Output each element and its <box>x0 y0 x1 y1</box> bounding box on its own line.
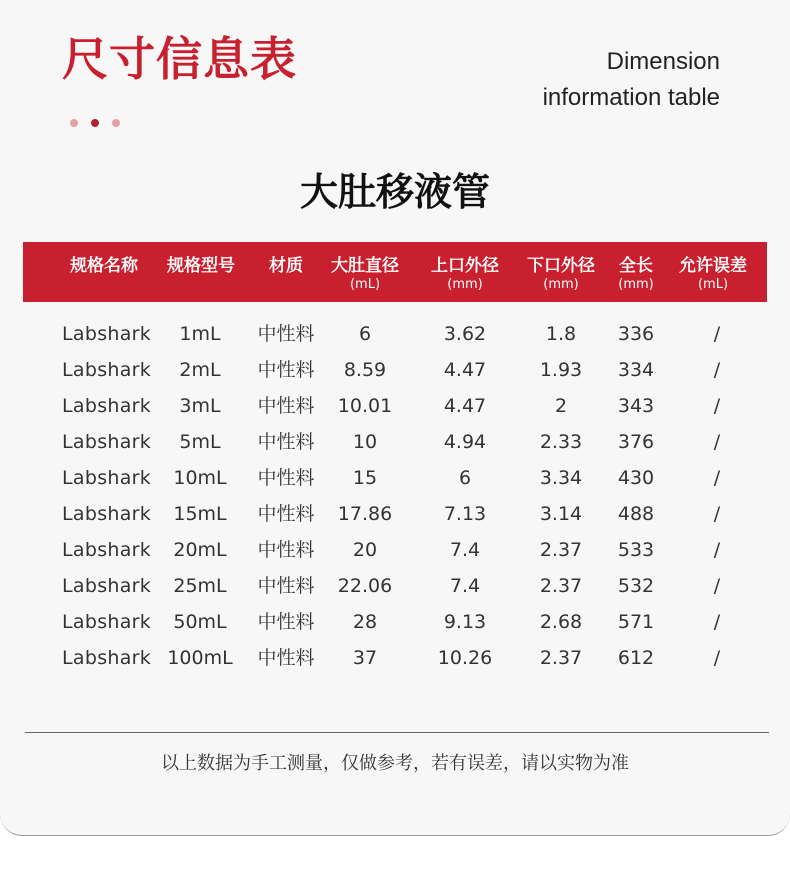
table-cell: 4.47 <box>443 359 487 381</box>
table-cell: 2.37 <box>539 575 583 597</box>
table-cell: Labshark <box>62 431 152 453</box>
table-cell: 343 <box>617 395 655 417</box>
table-cell: 3.62 <box>443 323 487 345</box>
english-subtitle-line2: information table <box>542 84 720 111</box>
table-cell: 37 <box>352 647 378 669</box>
table-cell: / <box>713 467 721 489</box>
page-title: 尺寸信息表 <box>62 32 297 86</box>
table-row <box>0 424 790 460</box>
table-cell: 28 <box>352 611 378 633</box>
table-cell: 15mL <box>173 503 227 525</box>
table-cell: 430 <box>617 467 655 489</box>
table-cell: 中性料 <box>257 503 315 525</box>
table-header <box>23 242 767 302</box>
table-cell: 3.14 <box>539 503 583 525</box>
column-header <box>679 242 747 302</box>
table-cell: 10 <box>352 431 378 453</box>
column-header <box>269 242 303 302</box>
table-cell: 5mL <box>179 431 221 453</box>
table-cell: 612 <box>617 647 655 669</box>
table-cell: 中性料 <box>257 359 315 381</box>
table-row <box>0 388 790 424</box>
table-cell: 中性料 <box>257 431 315 453</box>
table-cell: / <box>713 503 721 525</box>
table-row <box>0 316 790 352</box>
column-header-label: 大肚直径 <box>331 256 399 276</box>
column-header-label: 下口外径 <box>527 256 595 276</box>
column-header-label: 上口外径 <box>431 256 499 276</box>
table-cell: 8.59 <box>343 359 387 381</box>
table-cell: Labshark <box>62 359 152 381</box>
table-cell: / <box>713 359 721 381</box>
column-header <box>618 242 653 302</box>
footer-note: 以上数据为手工测量，仅做参考，若有误差，请以实物为准 <box>161 753 629 774</box>
table-row <box>0 496 790 532</box>
table-cell: 376 <box>617 431 655 453</box>
table-cell: 17.86 <box>337 503 393 525</box>
table-cell: 9.13 <box>443 611 487 633</box>
table-title: 大肚移液管 <box>299 170 490 214</box>
column-header-label: 规格型号 <box>167 256 235 276</box>
column-header-label: 规格名称 <box>70 256 138 276</box>
table-cell: 50mL <box>173 611 227 633</box>
table-cell: / <box>713 575 721 597</box>
table-cell: 2mL <box>179 359 221 381</box>
table-cell: 532 <box>617 575 655 597</box>
table-cell: 1.8 <box>545 323 577 345</box>
table-cell: 4.94 <box>443 431 487 453</box>
table-cell: / <box>713 431 721 453</box>
table-cell: 10.01 <box>337 395 393 417</box>
table-cell: Labshark <box>62 647 152 669</box>
column-header <box>167 242 235 302</box>
table-cell: Labshark <box>62 467 152 489</box>
table-row <box>0 604 790 640</box>
table-cell: 3mL <box>179 395 221 417</box>
table-row <box>0 460 790 496</box>
column-header <box>431 242 499 302</box>
table-cell: 10mL <box>173 467 227 489</box>
table-row <box>0 532 790 568</box>
table-cell: 中性料 <box>257 395 315 417</box>
dot-icon <box>91 119 99 127</box>
table-cell: 20 <box>352 539 378 561</box>
table-cell: 2.37 <box>539 647 583 669</box>
table-cell: 100mL <box>167 647 233 669</box>
table-cell: 6 <box>458 467 472 489</box>
table-cell: Labshark <box>62 323 152 345</box>
table-cell: Labshark <box>62 575 152 597</box>
table-cell: 1mL <box>179 323 221 345</box>
table-cell: 中性料 <box>257 467 315 489</box>
dot-icon <box>70 119 78 127</box>
table-row <box>0 352 790 388</box>
table-cell: 533 <box>617 539 655 561</box>
table-cell: 中性料 <box>257 323 315 345</box>
column-header-unit: (mm) <box>447 277 483 292</box>
column-header-label: 材质 <box>269 256 303 276</box>
table-cell: / <box>713 323 721 345</box>
table-cell: / <box>713 647 721 669</box>
table-cell: 488 <box>617 503 655 525</box>
table-row <box>0 568 790 604</box>
table-cell: 25mL <box>173 575 227 597</box>
english-subtitle <box>543 44 720 116</box>
table-cell: Labshark <box>62 611 152 633</box>
column-header-unit: (mL) <box>349 277 381 292</box>
table-cell: 571 <box>617 611 655 633</box>
table-cell: 2.37 <box>539 539 583 561</box>
table-cell: 336 <box>617 323 655 345</box>
english-subtitle-line1: Dimension <box>606 48 720 75</box>
column-header <box>527 242 595 302</box>
table-cell: 4.47 <box>443 395 487 417</box>
table-cell: 2.33 <box>539 431 583 453</box>
table-cell: / <box>713 611 721 633</box>
table-cell: 2 <box>554 395 568 417</box>
table-cell: 中性料 <box>257 539 315 561</box>
table-cell: 3.34 <box>539 467 583 489</box>
table-cell: / <box>713 395 721 417</box>
table-cell: 中性料 <box>257 647 315 669</box>
table-cell: 334 <box>617 359 655 381</box>
table-cell: 7.4 <box>449 539 481 561</box>
table-cell: 6 <box>358 323 372 345</box>
table-cell: 1.93 <box>539 359 583 381</box>
column-header-label: 全长 <box>618 256 653 276</box>
table-cell: / <box>713 539 721 561</box>
column-header <box>70 242 138 302</box>
table-cell: Labshark <box>62 503 152 525</box>
table-cell: 中性料 <box>257 575 315 597</box>
table-cell: 22.06 <box>337 575 393 597</box>
table-cell: 中性料 <box>257 611 315 633</box>
column-header-unit: (mm) <box>543 277 579 292</box>
divider <box>25 732 769 733</box>
column-header-unit: (mm) <box>618 277 654 292</box>
table-cell: Labshark <box>62 395 152 417</box>
table-cell: 7.4 <box>449 575 481 597</box>
table-cell: 2.68 <box>539 611 583 633</box>
table-cell: 10.26 <box>437 647 493 669</box>
table-row <box>0 640 790 676</box>
table-cell: 7.13 <box>443 503 487 525</box>
column-header-label: 允许误差 <box>679 256 747 276</box>
dot-icon <box>112 119 120 127</box>
table-cell: Labshark <box>62 539 152 561</box>
table-cell: 20mL <box>173 539 227 561</box>
table-cell: 15 <box>352 467 378 489</box>
column-header-unit: (mL) <box>697 277 729 292</box>
column-header <box>331 242 399 302</box>
